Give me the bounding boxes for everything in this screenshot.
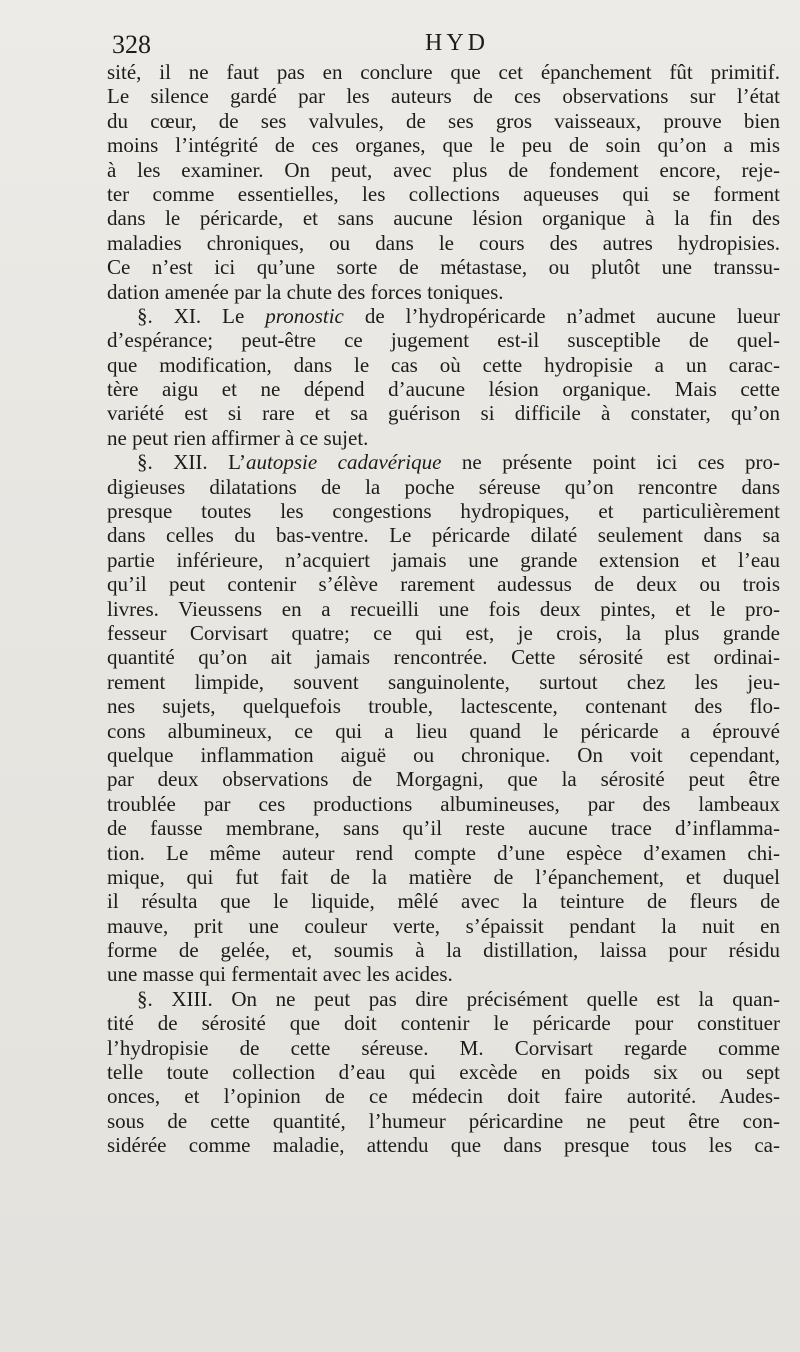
line-rest: ne présente point ici ces pro- [441,450,780,475]
italic-term: autopsie cadavérique [246,450,442,475]
text-line: Le silence gardé par les auteurs de ces observations sur l’état [107,84,780,109]
text-line: du cœur, de ses valvules, de ses gros vaisseaux, prouve bien [107,108,780,133]
running-title: HYD [425,30,489,56]
paragraph-section-xiii [107,987,780,1158]
text-line: rement limpide, souvent sanguinolente, surtout chez les jeu- [107,669,780,694]
text-line: telle toute collection d’eau qui excède en poids six ou sept [107,1060,780,1085]
text-line: de fausse membrane, sans qu’il reste aucune trace d’inflamma- [107,816,780,841]
text-line: moins l’intégrité de ces organes, que le peu de soin qu’on a mis [107,133,780,158]
text-line: à les examiner. On peut, avec plus de fondement encore, reje- [107,157,780,182]
text-line: quelque inflammation aiguë ou chronique. On voit cependant, [107,742,780,767]
text-line: quantité qu’on ait jamais rencontrée. Cette sérosité est ordinai- [107,645,780,670]
text-line: onces, et l’opinion de ce médecin doit faire autorité. Audes- [107,1084,780,1109]
lead-text: Le [222,303,266,328]
paragraph-continuation [107,60,780,304]
text-line: dans le péricarde, et sans aucune lésion organique à la fin des [107,206,780,231]
text-line: fesseur Corvisart quatre; ce qui est, je crois, la plus grande [107,620,780,645]
text-line: que modification, dans le cas où cette hydropisie a un carac- [107,352,780,377]
text-line: forme de gelée, et, soumis à la distillation, laissa pour résidu [107,938,780,963]
text-line: qu’il peut contenir s’élève rarement audessus de deux ou trois [107,572,780,597]
text-line: troublée par ces productions albumineuses, par des lambeaux [107,791,780,816]
text-line: d’espérance; peut-être ce jugement est-il susceptible de quel- [107,328,780,353]
text-line: tère aigu et ne dépend d’aucune lésion organique. Mais cette [107,377,780,402]
text-line: ne peut rien affirmer à ce sujet. [107,425,369,450]
text-line: sité, il ne faut pas en conclure que cet épanchement fût primitif. [107,60,780,84]
paragraph-section-xi [107,304,780,450]
page-number: 328 [112,30,151,59]
text-line: dation amenée par la chute des forces toniques. [107,279,504,304]
lead-text: L’ [228,450,247,475]
text-line: partie inférieure, n’acquiert jamais une grande extension et l’eau [107,547,780,572]
text-line: nes sujets, quelquefois trouble, lactescente, contenant des flo- [107,694,780,719]
paragraph-section-xii [107,450,780,987]
text-line: mauve, prit une couleur verte, s’épaissit pendant la nuit en [107,913,780,938]
text-line: tité de sérosité que doit contenir le péricarde pour constituer [107,1011,780,1036]
text-line: cons albumineux, ce qui a lieu quand le péricarde a éprouvé [107,718,780,743]
text-line: presque toutes les congestions hydropiques, et particulièrement [107,499,780,524]
text-line: livres. Vieussens en a recueilli une fois deux pintes, et le pro- [107,596,780,621]
text-line: dans celles du bas-ventre. Le péricarde dilaté seulement dans sa [107,523,780,548]
italic-term: pronostic [265,303,344,328]
running-head [112,30,782,64]
text-line: sous de cette quantité, l’humeur péricardine ne peut être con- [107,1108,780,1133]
text-line [107,304,780,328]
text-line: digieuses dilatations de la poche séreuse qu’on rencontre dans [107,474,780,499]
body-text [107,60,780,1158]
section-number: §. XII. [137,450,208,475]
section-number: §. XIII. [137,986,213,1011]
text-line: ter comme essentielles, les collections aqueuses qui se forment [107,181,780,206]
line-rest: de l’hydropéricarde n’admet aucune lueur [343,303,780,328]
text-line [107,987,780,1011]
text-line: l’hydropisie de cette séreuse. M. Corvisart regarde comme [107,1035,780,1060]
lead-text: On ne peut pas dire précisément quelle est la quan- [231,986,780,1011]
text-line [107,450,780,474]
text-line: maladies chroniques, ou dans le cours des autres hydropisies. [107,230,780,255]
section-number: §. XI. [137,303,202,328]
text-line: mique, qui fut fait de la matière de l’épanchement, et duquel [107,864,780,889]
text-line: variété est si rare et sa guérison si difficile à constater, qu’on [107,401,780,426]
text-line: tion. Le même auteur rend compte d’une espèce d’examen chi- [107,840,780,865]
text-line: une masse qui fermentait avec les acides. [107,962,453,987]
text-line: par deux observations de Morgagni, que la sérosité peut être [107,767,780,792]
text-line: Ce n’est ici qu’une sorte de métastase, ou plutôt une transsu- [107,255,780,280]
text-line: sidérée comme maladie, attendu que dans presque tous les ca- [107,1133,780,1158]
text-line: il résulta que le liquide, mêlé avec la teinture de fleurs de [107,889,780,914]
